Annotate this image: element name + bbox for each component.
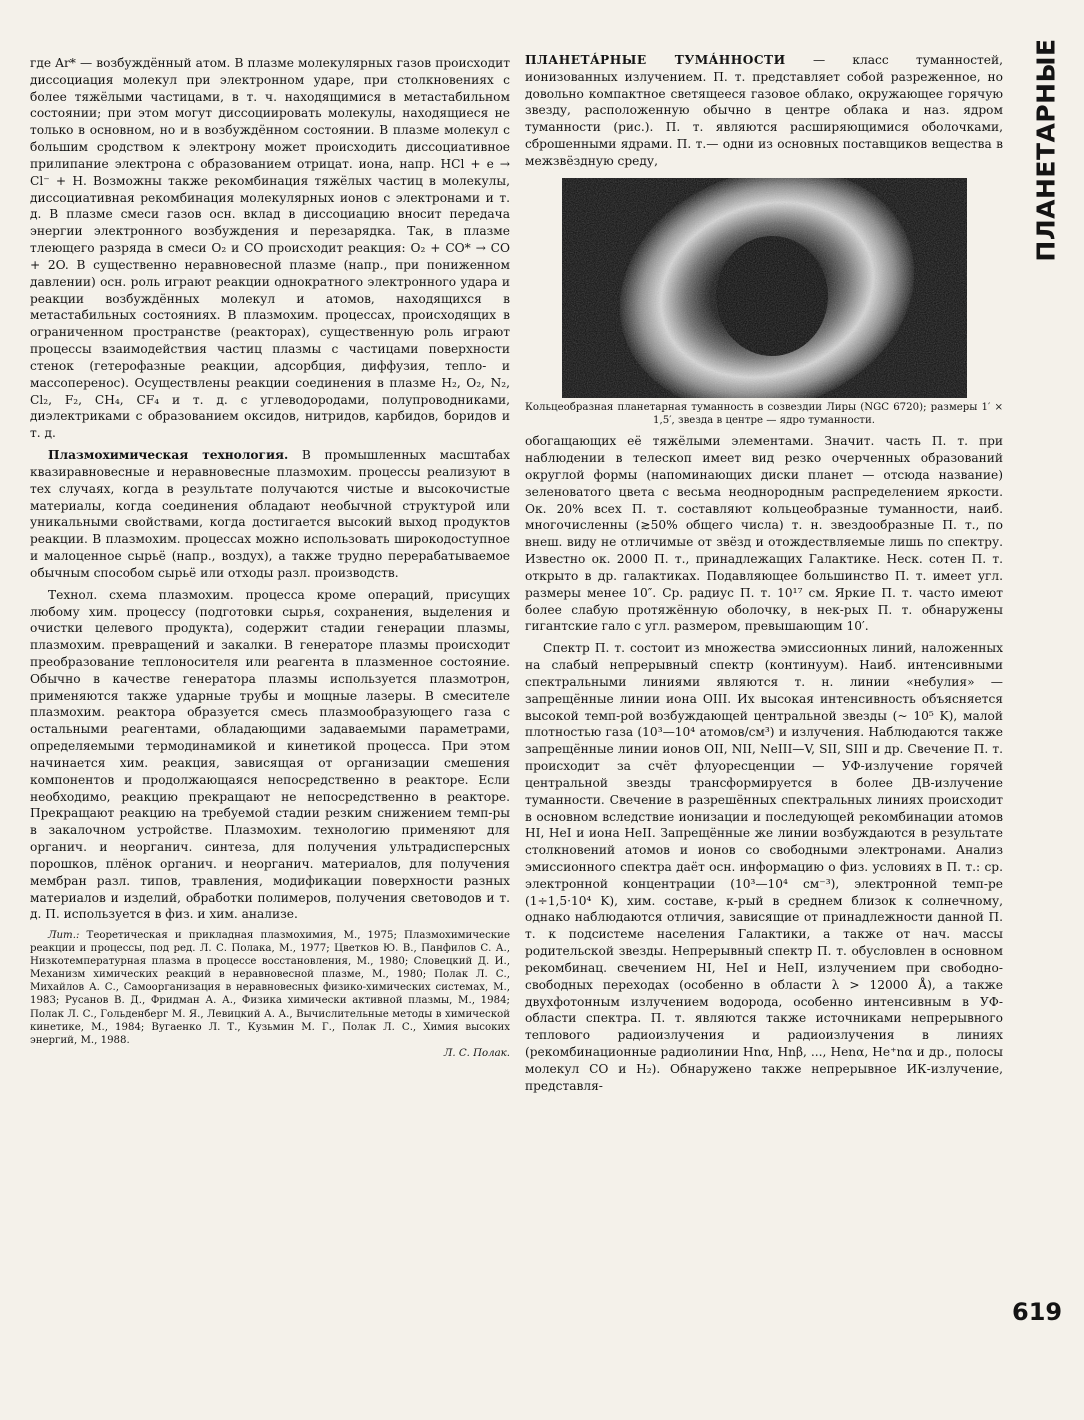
- literature-list: Теоретическая и прикладная плазмохимия, М., 1975; Плазмохимические реакции и процессы, под ред. Л. С. Полака, М., 1977; Цветков Ю. В., Панфилов С. А., Низкотемпературная плазма в процессе восстановления, М., 1980; Словецкий Д. И., Механизм химических реакций в неравновесной плазме, М., 1980; Полак Л. С., Михайлов А. С., Самоорганизация в неравновесных физико-химических системах, М., 1983; Русанов В. Д., Фридман А. А., Физика химически активной плазмы, М., 1984; Полак Л. С., Гольденберг М. Я., Левицкий А. А., Вычислительные методы в химической кинетике, М., 1984; Вугаенко Л. Т., Кузьмин М. Г., Полак Л. С., Химия высоких энергий, М., 1988.: [30, 930, 510, 1046]
- running-head-text: ПЛАНЕТАРНЫЕ: [1031, 38, 1061, 262]
- nebula-photo: [562, 178, 967, 398]
- right-paragraph-1: [525, 52, 1003, 170]
- left-paragraph-3: Технол. схема плазмохим. процесса кроме операций, присущих любому хим. процессу (подготовки сырья, сохранения, выделения и очистки целевого продукта), содержит стадии генерации плазмы, плазмохим. превращений и закалки. В генераторе плазмы происходит преобразование теплоносителя или реагента в плазменное состояние. Обычно в качестве генератора плазмы используется плазмотрон, применяются также ударные трубы и мощные лазеры. В смесителе плазмохим. реактора образуется смесь плазмообразующего газа с остальными реагентами, обладающими задаваемыми параметрами, определяемыми термодинамикой и кинетикой процесса. При этом начинается хим. реакция, зависящая от организации смешения компонентов и продолжающаяся непосредственно в реакторе. Если необходимо, реакцию прекращают не непосредственно в реакторе. Прекращают реакцию на требуемой стадии резким снижением темп-ры в закалочном устройстве. Плазмохим. технологию применяют для органич. и неорганич. синтеза, для получения ультрадисперсных порошков, плёнок органич. и неорганич. материалов, для получения мембран разл. типов, травления, модификации поверхности разных материалов и изделий, обработки полимеров, получения световодов и т. д. П. используется в физ. и хим. анализе.: [30, 587, 510, 922]
- section-heading-plasmochem-technology: Плазмохимическая технология.: [48, 448, 289, 463]
- running-head: [1028, 40, 1064, 260]
- right-column: [525, 52, 1003, 1100]
- left-paragraph-1: где Ar* — возбуждённый атом. В плазме молекулярных газов происходит диссоциация молекул при электронном ударе, при столкновениях с более тяжёлыми частицами, в т. ч. находящимися в метастабильном состоянии; при этом могут диссоциировать молекулы, находящиеся не только в основном, но и в возбуждённом состоянии. В плазме молекул с большим сродством к электрону может происходить диссоциативное прилипание электрона с образованием отрицат. иона, напр. HCl + e → Cl⁻ + H. Возможны также рекомбинация тяжёлых частиц в молекулы, диссоциативная рекомбинация молекулярных ионов с электронами и т. д. В плазме смеси газов осн. вклад в диссоциацию вносит передача энергии электронного возбуждения и перезарядка. Так, в плазме тлеющего разряда в смеси O₂ и CO происходит реакция: O₂ + CO* → CO + 2O. В существенно неравновесной плазме (напр., при пониженном давлении) осн. роль играют реакции однократного электронного удара и реакции возбуждённых молекул и атомов, находящихся в метастабильных состояниях. В плазмохим. процессах, происходящих в ограниченном пространстве (реакторах), существенную роль играют процессы взаимодействия частиц плазмы с частицами поверхности стенок (гетерофазные реакции, адсорбция, диффузия, тепло- и массоперенос). Осуществлены реакции соединения в плазме H₂, O₂, N₂, Cl₂, F₂, CH₄, CF₄ и т. д. с углеводородами, полупроводниками, диэлектриками с образованием оксидов, нитридов, карбидов, боридов и т. д.: [30, 56, 510, 441]
- ring-nebula-image: [562, 178, 967, 398]
- left-column: [30, 55, 510, 1060]
- literature-block: [30, 929, 510, 1059]
- page-number: 619: [1012, 1298, 1063, 1326]
- right-paragraph-2: обогащающих её тяжёлыми элементами. Значит. часть П. т. при наблюдении в телескоп имеет вид резко очерченных образований округлой формы (напоминающих диски планет — отсюда название) зеленоватого цвета с весьма неоднородным распределением яркости. Ок. 20% всех П. т. составляют кольцеобразные туманности, наиб. многочисленны (≳50% общего числа) т. н. звездообразные П. т., по внеш. виду не отличимые от звёзд и отождествляемые лишь по спектру. Известно ок. 2000 П. т., принадлежащих Галактике. Неск. сотен П. т. открыто в др. галактиках. Подавляющее большинство П. т. имеет угл. размеры менее 10″. Ср. радиус П. т. 10¹⁷ см. Яркие П. т. часто имеют более слабую протяжённую оболочку, в нек-рых П. т. обнаружены гигантские гало с угл. размером, превышающим 10′.: [525, 434, 1003, 634]
- left-paragraph-2: [30, 447, 510, 582]
- left-paragraph-2-text: В промышленных масштабах квазиравновесные и неравновесные плазмохим. процессы реализуют в тех случаях, когда в результате получаются чистые и высокочистые материалы, когда соединения обладают необычной структурой или уникальными свойствами, когда достигается высокий выход продуктов реакции. В плазмохим. процессах можно использовать широкодоступное и малоценное сырьё (напр., воздух), а также трудно перерабатываемое обычным способом сырьё или отходы разл. производств.: [30, 448, 510, 580]
- author-signature: Л. С. Полак.: [443, 1047, 510, 1059]
- right-paragraph-3: Спектр П. т. состоит из множества эмиссионных линий, наложенных на слабый непрерывный спектр (континуум). Наиб. интенсивными спектральными линиями являются т. н. линии «небулия» — запрещённые линии иона OIII. Их высокая интенсивность объясняется высокой темп-рой возбуждающей центральной звезды (~ 10⁵ K), малой плотностью газа (10³—10⁴ атомов/см³) и излучения. Наблюдаются также запрещённые линии ионов OII, NII, NeIII—V, SII, SIII и др. Свечение П. т. происходит за счёт флуоресценции — УФ-излучение горячей центральной звезды трансформируется в более ДВ-излучение туманности. Свечение в разрешённых спектральных линиях происходит в основном вследствие ионизации и последующей рекомбинации атомов HI, HeI и иона HeII. Запрещённые же линии возбуждаются в результате столкновений атомов и ионов со свободными электронами. Анализ эмиссионного спектра даёт осн. информацию о физ. условиях в П. т.: ср. электронной концентрации (10³—10⁴ см⁻³), электронной темп-ре (1÷1,5·10⁴ K), хим. составе, к-рый в среднем близок к солнечному, однако наблюдаются отличия, зависящие от принадлежности данной П. т. к подсистеме населения Галактики, а также от нач. массы родительской звезды. Непрерывный спектр П. т. обусловлен в основном рекомбинац. свечением HI, HeI и HeII, излучением при свободно-свободных переходах (особенно в области λ > 12000 Å), а также двухфотонным излучением водорода, особенно интенсивным в УФ-области спектра. П. т. являются также источниками непрерывного теплового радиоизлучения и радиоизлучения в линиях (рекомбинационные радиолинии Hnα, Hnβ, ..., Henα, He⁺nα и др., полосы молекул CO и H₂). Обнаружено также непрерывное ИК-излучение, представля-: [525, 641, 1003, 1093]
- right-paragraph-1-text: — класс туманностей, ионизованных излучением. П. т. представляет собой разреженное, но довольно компактное светящееся газовое облако, окружающее горячую звезду, расположенную обычно в центре облака и наз. ядром туманности (рис.). П. т. являются расширяющимися оболочками, сброшенными ядрами. П. т.— одни из основных поставщиков вещества в межзвёздную среду,: [525, 53, 1004, 168]
- literature-label: Лит.:: [48, 930, 80, 942]
- figure-caption: Кольцеобразная планетарная туманность в созвездии Лиры (NGC 6720); размеры 1′ × 1,5′, звезда в центре — ядро туманности.: [525, 401, 1003, 426]
- article-title: ПЛАНЕТÁРНЫЕ ТУМÁННОСТИ: [525, 53, 786, 67]
